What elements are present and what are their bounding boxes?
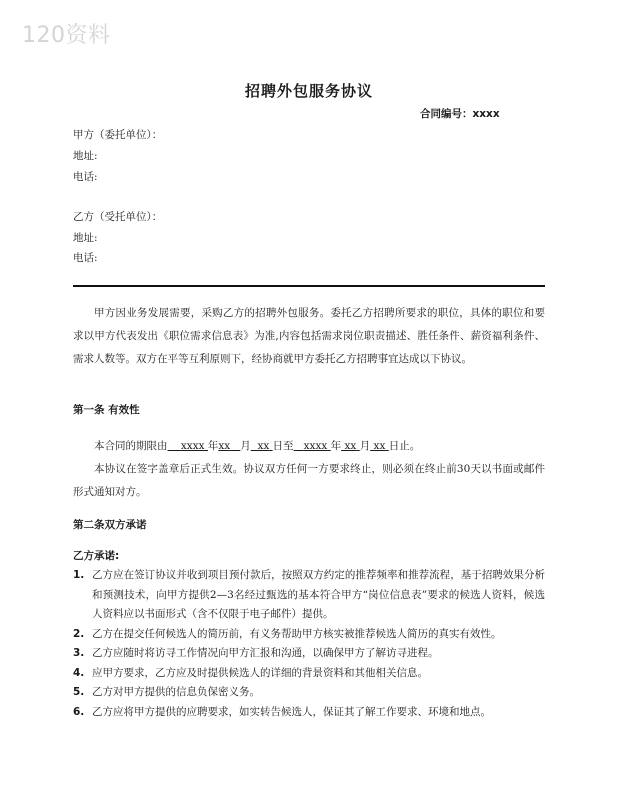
party-b-address-label: 地址:	[73, 232, 98, 244]
list-number: 1.	[73, 569, 85, 581]
intro-paragraph	[73, 302, 545, 371]
list-item	[73, 664, 545, 684]
list-text: 应甲方要求，乙方应及时提供候选人的详细的背景资料和其他相关信息。	[92, 666, 428, 679]
list-text: 乙方应在签订协议并收到项目预付款后，按照双方约定的推荐频率和推荐流程，基于招聘效果分析和预测技术，向甲方提供2—3名经过甄选的基本符合甲方“岗位信息表”要求的候选人资料，候选人资料应以书面形式（含不仅限于电子邮件）提供。	[92, 569, 545, 620]
month-char: 月	[359, 440, 371, 452]
month-char: 月	[240, 440, 251, 452]
article-1-body	[73, 435, 545, 504]
list-item	[73, 644, 545, 664]
term-prefix: 本合同的期限由	[94, 440, 168, 452]
list-number: 3.	[73, 647, 85, 659]
section-divider	[73, 285, 545, 287]
year-char: 年	[207, 440, 219, 452]
day-to: 日至	[272, 440, 294, 452]
party-b-phone-label: 电话:	[73, 252, 98, 264]
list-item	[73, 683, 545, 703]
term-suffix: 日止。	[388, 440, 421, 452]
list-item	[73, 625, 545, 645]
intro-text: 甲方因业务发展需要，采购乙方的招聘外包服务。委托乙方招聘所要求的职位，具体的职位和要求以甲方代表发出《职位需求信息表》为准,内容包括需求岗位职责描述、胜任条件、薪资福利条件、需求人数等。双方在平等互利原则下，经协商就甲方委托乙方招聘事宜达成以下协议。	[73, 307, 545, 365]
list-text: 乙方应将甲方提供的应聘要求，如实转告候选人，保证其了解工作要求、环境和地点。	[92, 705, 491, 718]
party-a-address-label: 地址:	[73, 150, 98, 162]
term-end-month: xx	[344, 440, 357, 452]
list-item	[73, 703, 545, 723]
contract-number: 合同编号：xxxx	[420, 108, 500, 120]
list-text: 乙方应随时将访寻工作情况向甲方汇报和沟通，以确保甲方了解访寻进程。	[92, 647, 439, 659]
year-char: 年	[330, 440, 342, 452]
article-2-heading: 第二条双方承诺	[73, 519, 147, 531]
term-end-year: xxxx	[303, 440, 328, 452]
watermark-logo: 120资料	[22, 23, 111, 48]
list-number: 4.	[73, 666, 85, 679]
list-number: 6.	[73, 705, 85, 718]
list-text: 乙方对甲方提供的信息负保密义务。	[92, 686, 260, 698]
party-b-commitments-heading: 乙方承诺:	[73, 550, 120, 562]
list-item	[73, 566, 545, 625]
party-b-label: 乙方（受托单位）：	[73, 211, 163, 223]
article-1-heading: 第一条 有效性	[73, 404, 140, 416]
party-a-phone-label: 电话:	[73, 171, 98, 183]
party-a-label: 甲方（委托单位）：	[73, 129, 163, 141]
list-number: 2.	[73, 627, 85, 640]
term-start-day: xx	[257, 440, 270, 452]
term-start-year: xxxx	[180, 440, 205, 452]
contract-term-line	[73, 435, 545, 458]
term-end-day: xx	[373, 440, 386, 452]
commitments-list	[73, 566, 545, 722]
list-number: 5.	[73, 686, 85, 698]
term-start-month: xx	[218, 440, 231, 452]
termination-clause: 本协议在签字盖章后正式生效。协议双方任何一方要求终止，则必须在终止前30天以书面或邮件形式通知对方。	[73, 463, 545, 498]
document-title: 招聘外包服务协议	[244, 82, 373, 100]
list-text: 乙方在提交任何候选人的简历前，有义务帮助甲方核实被推荐候选人简历的真实有效性。	[92, 627, 502, 640]
